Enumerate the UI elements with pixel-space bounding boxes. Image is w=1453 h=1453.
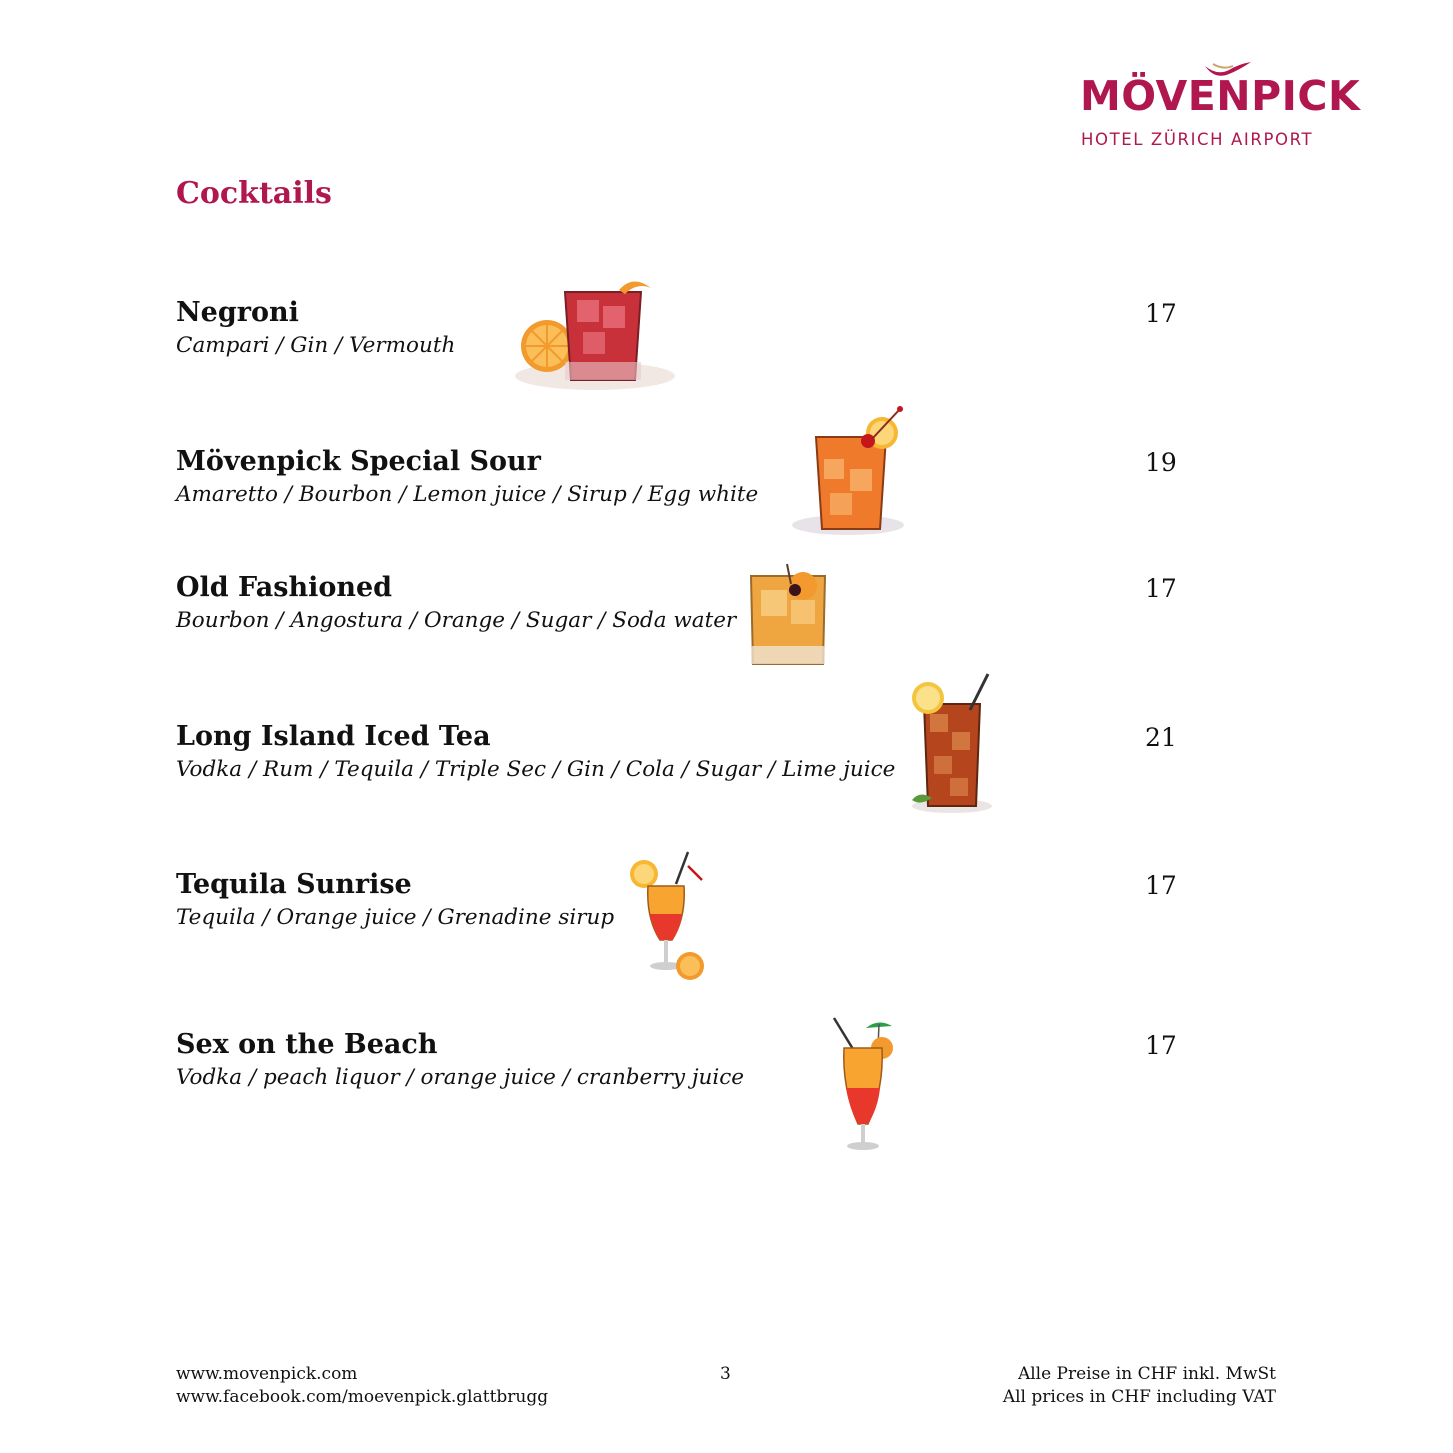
cocktail-ingredients-old-fashioned: Bourbon / Angostura / Orange / Sugar / Soda water: [176, 608, 737, 633]
footer-links: [176, 1363, 548, 1409]
cocktail-ingredients-negroni: Campari / Gin / Vermouth: [176, 333, 456, 358]
cocktail-name-long-island: Long Island Iced Tea: [176, 721, 491, 752]
website-link[interactable]: www.movenpick.com: [176, 1364, 358, 1384]
cocktail-name-special-sour: Mövenpick Special Sour: [176, 446, 541, 477]
negroni-illustration: [505, 276, 685, 398]
cocktail-ingredients-special-sour: Amaretto / Bourbon / Lemon juice / Sirup / Egg white: [176, 482, 759, 507]
hotel-logo: [1078, 58, 1361, 158]
logo-subtitle: HOTEL ZÜRICH AIRPORT: [1081, 130, 1314, 149]
facebook-link[interactable]: www.facebook.com/moevenpick.glattbrugg: [176, 1387, 549, 1407]
price-note-de: Alle Preise in CHF inkl. MwSt: [1017, 1364, 1276, 1384]
price-note-en: All prices in CHF including VAT: [1002, 1387, 1276, 1407]
logo-wordmark: MÖVENPICK: [1080, 72, 1361, 120]
cocktail-price-tequila-sunrise: 17: [1145, 871, 1177, 900]
cocktail-price-sex-on-the-beach: 17: [1145, 1031, 1177, 1060]
cocktail-price-negroni: 17: [1145, 299, 1177, 328]
cocktail-name-negroni: Negroni: [176, 297, 299, 328]
cocktail-name-tequila-sunrise: Tequila Sunrise: [176, 869, 412, 900]
cocktail-name-old-fashioned: Old Fashioned: [176, 572, 393, 603]
long-island-illustration: [906, 670, 1001, 815]
cocktail-ingredients-sex-on-the-beach: Vodka / peach liquor / orange juice / cranberry juice: [176, 1065, 744, 1090]
sex-on-the-beach-illustration: [828, 1014, 900, 1152]
cocktail-ingredients-tequila-sunrise: Tequila / Orange juice / Grenadine sirup: [176, 905, 615, 930]
cocktail-price-special-sour: 19: [1145, 448, 1177, 477]
cocktail-name-sex-on-the-beach: Sex on the Beach: [176, 1029, 438, 1060]
page-number: 3: [720, 1364, 731, 1384]
tequila-sunrise-illustration: [626, 848, 716, 986]
price-note: [1003, 1363, 1276, 1409]
cocktail-price-long-island: 21: [1145, 723, 1177, 752]
cocktail-price-old-fashioned: 17: [1145, 574, 1177, 603]
old-fashioned-illustration: [725, 560, 855, 675]
cocktail-ingredients-long-island: Vodka / Rum / Tequila / Triple Sec / Gin / Cola / Sugar / Lime juice: [176, 757, 896, 782]
page-title: Cocktails: [176, 176, 332, 211]
special-sour-illustration: [790, 405, 910, 540]
